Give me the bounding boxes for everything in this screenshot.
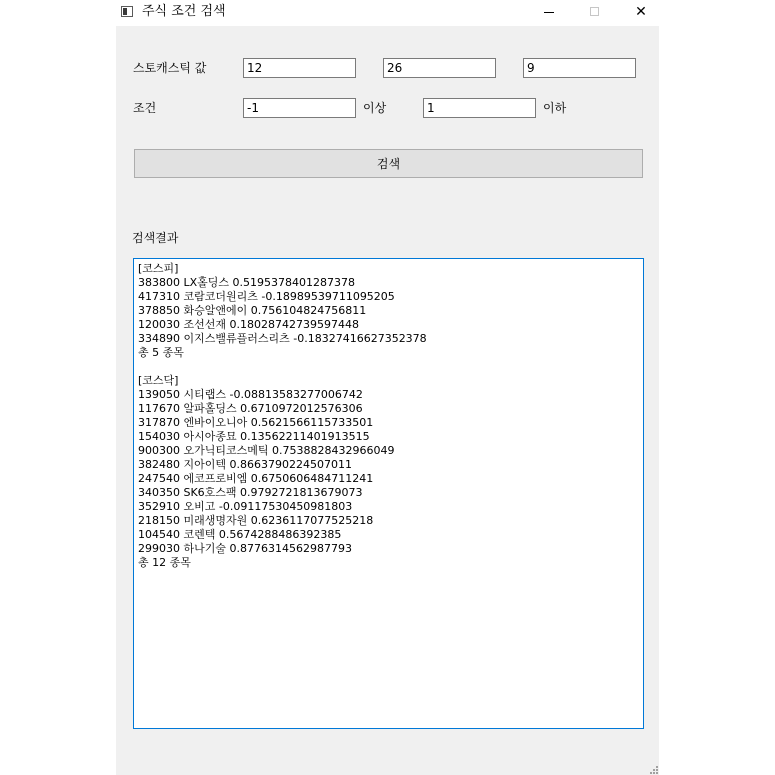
results-label: 검색결과 — [132, 231, 179, 245]
stochastic-value-3-input[interactable] — [523, 58, 636, 78]
maximize-button[interactable] — [572, 0, 618, 26]
maximize-icon — [590, 7, 599, 16]
app-window — [116, 0, 659, 775]
close-button[interactable] — [618, 0, 664, 26]
results-textarea[interactable] — [133, 258, 644, 729]
stochastic-value-1-input[interactable] — [243, 58, 356, 78]
stochastic-label: 스토캐스틱 값 — [133, 61, 207, 75]
minimize-icon — [544, 12, 554, 13]
title-bar[interactable] — [116, 0, 659, 26]
min-suffix-label: 이상 — [363, 101, 387, 115]
close-icon: ✕ — [635, 4, 647, 20]
condition-label: 조건 — [133, 101, 157, 115]
max-suffix-label: 이하 — [543, 101, 567, 115]
search-button[interactable]: 검색 — [134, 149, 643, 178]
resize-grip[interactable] — [650, 766, 658, 774]
condition-max-input[interactable] — [423, 98, 536, 118]
minimize-button[interactable] — [526, 0, 572, 26]
condition-min-input[interactable] — [243, 98, 356, 118]
window-title: 주식 조건 검색 — [142, 4, 226, 19]
stochastic-value-2-input[interactable] — [383, 58, 496, 78]
app-icon — [121, 6, 133, 17]
